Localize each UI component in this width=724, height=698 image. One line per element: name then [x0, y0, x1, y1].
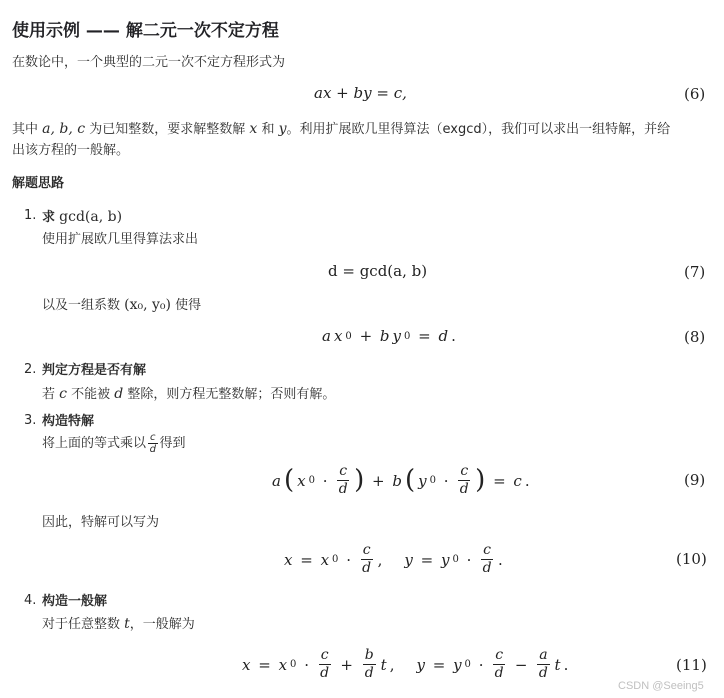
- step-2-heading: 判定方程是否有解: [42, 363, 147, 378]
- step-4-desc-t: t: [124, 616, 130, 632]
- step-4-desc-prefix: 对于任意整数: [42, 617, 121, 632]
- paragraph-2-line-1: [12, 119, 670, 140]
- step-3-heading: 构造特解: [42, 414, 95, 429]
- equation-6: [314, 84, 407, 102]
- step-2-desc-2: 不能被: [71, 387, 111, 402]
- section-heading: 解题思路: [12, 176, 65, 191]
- para2-x: x: [249, 121, 258, 137]
- step-4-desc: [42, 614, 195, 635]
- step-4-desc-suffix: ，一般解为: [129, 617, 195, 632]
- step-3-desc-prefix: 将上面的等式乘以: [42, 435, 147, 451]
- step-1-desc: 使用扩展欧几里得算法求出: [42, 232, 199, 247]
- equation-10: x = x 0 · $\frac{c}{d}$ , y = y 0 · $\frac{c}{d}$ .: [284, 542, 503, 576]
- page-title: 使用示例 —— 解二元一次不定方程: [12, 21, 279, 41]
- para2-vars: a, b, c: [42, 121, 86, 137]
- step-3-desc-suffix: 得到: [159, 435, 186, 451]
- equation-9: a ( x 0 · $\frac{c}{d}$ ) + b ( y 0 · $\frac{c}{d}$ ) = c .: [272, 463, 530, 497]
- equation-10-number: (10): [676, 550, 707, 568]
- step-2-desc-3: 整除，则方程无整数解；否则有解。: [127, 387, 336, 402]
- step-1-heading-math: gcd(a, b): [59, 209, 123, 225]
- equation-7-text: d = gcd(a, b): [328, 262, 428, 280]
- step-2-marker: 2.: [24, 362, 37, 377]
- step-1-desc2-math: (x₀, y₀): [124, 297, 172, 313]
- step-2-desc-c: c: [59, 386, 67, 402]
- step-1-marker: 1.: [24, 208, 37, 223]
- step-1-desc2-prefix: 以及一组系数: [42, 298, 121, 313]
- step-4-heading: 构造一般解: [42, 594, 108, 609]
- equation-11: x = x 0 · $\frac{c}{d}$ + $\frac{b}{d}$ t , y = y 0 · $\frac{c}{d}$ − $\frac{a}{d}$ t .: [242, 647, 569, 681]
- step-3-marker: 3.: [24, 413, 37, 428]
- step-1-heading-prefix: 求: [42, 210, 56, 225]
- watermark: CSDN @Seeing5: [618, 680, 704, 692]
- step-2-desc-1: 若: [42, 387, 56, 402]
- para2-text-1: 其中: [12, 122, 39, 137]
- equation-8-number: (8): [684, 328, 706, 346]
- step-1-heading: [42, 207, 122, 228]
- intro-paragraph: 在数论中，一个典型的二元一次不定方程形式为: [12, 55, 286, 70]
- para2-text-4: 。利用扩展欧几里得算法（exgcd），我们可以求出一组特解，并给: [286, 122, 671, 137]
- step-2-desc-d: d: [114, 386, 124, 402]
- para2-text-3: 和: [261, 122, 275, 137]
- step-4-marker: 4.: [24, 593, 37, 608]
- fraction-c-over-d: $\frac{c}{d}$: [149, 432, 156, 455]
- step-1-desc2-suffix: 使得: [175, 298, 202, 313]
- equation-9-number: (9): [684, 471, 706, 489]
- step-3-desc-2: 因此，特解可以写为: [42, 515, 160, 530]
- paragraph-2-line-2: 出该方程的一般解。: [12, 143, 130, 158]
- equation-6-text: ax + by = c,: [314, 84, 407, 102]
- equation-6-number: (6): [684, 85, 706, 103]
- step-2-desc: [42, 384, 335, 405]
- step-1-desc-2: [42, 295, 201, 316]
- para2-text-2: 为已知整数，要求解整数解: [89, 122, 246, 137]
- step-3-desc: [42, 432, 186, 455]
- equation-8: a x 0 + b y 0 = d .: [322, 327, 456, 345]
- equation-7: [328, 262, 427, 280]
- para2-y: y: [278, 121, 287, 137]
- equation-7-number: (7): [684, 263, 706, 281]
- equation-11-number: (11): [676, 656, 707, 674]
